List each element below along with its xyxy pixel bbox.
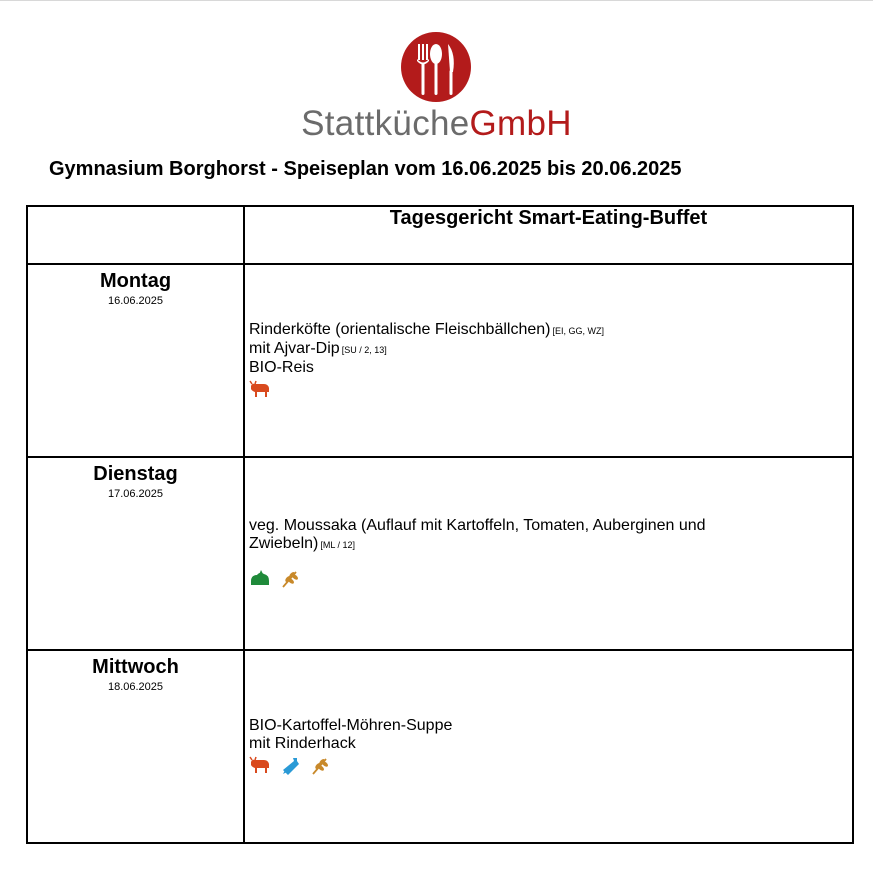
food-icons (249, 755, 846, 777)
day-name: Montag (99, 270, 172, 292)
column-header: Tagesgericht Smart-Eating-Buffet (244, 206, 853, 264)
grain-icon (309, 756, 331, 776)
dish-line: Rinderköfte (orientalische Fleischbällchen) (249, 320, 551, 338)
dish-line: mit Ajvar-Dip (249, 339, 340, 357)
logo-word-stattkueche: Stattküche (301, 104, 470, 143)
dish-description (249, 717, 846, 753)
menu-table (26, 205, 854, 844)
dish-cell (244, 264, 853, 457)
logo-word-gmbh: GmbH (469, 104, 572, 143)
dish-line: veg. Moussaka (Auflauf mit Kartoffeln, Tomaten, Auberginen und (249, 517, 706, 534)
dish-line: BIO-Reis (249, 358, 314, 376)
dish-description (249, 517, 846, 554)
allergen-codes: [ML / 12] (320, 540, 356, 550)
header-empty-cell (27, 206, 244, 264)
logo-wordmark (0, 104, 873, 144)
dish-description (249, 321, 846, 377)
dish-line: Zwiebeln) (249, 535, 319, 552)
day-cell (27, 457, 244, 650)
food-icons (249, 379, 846, 401)
beef-icon (249, 756, 271, 776)
dish-cell (244, 457, 853, 650)
grain-icon (279, 569, 301, 589)
day-date: 16.06.2025 (107, 295, 164, 307)
food-icons (249, 568, 846, 590)
day-date: 18.06.2025 (107, 681, 164, 693)
beef-icon (249, 380, 271, 400)
top-rule (0, 0, 873, 1)
vegetarian-icon (249, 569, 271, 589)
table-header-row (27, 206, 853, 264)
dish-line: mit Rinderhack (249, 734, 356, 752)
dish-line: BIO-Kartoffel-Möhren-Suppe (249, 716, 453, 734)
day-cell (27, 264, 244, 457)
day-name: Mittwoch (92, 656, 179, 678)
company-logo (0, 30, 873, 150)
table-row (27, 650, 853, 843)
cutlery-logo-icon (401, 32, 471, 102)
day-cell (27, 650, 244, 843)
allergen-codes: [EI, GG, WZ] (552, 325, 604, 336)
milk-icon (279, 756, 301, 776)
day-name: Dienstag (93, 463, 178, 485)
table-row (27, 264, 853, 457)
day-date: 17.06.2025 (107, 488, 164, 500)
dish-cell (244, 650, 853, 843)
page-title: Gymnasium Borghorst - Speiseplan vom 16.06.2025 bis 20.06.2025 (49, 158, 682, 180)
table-row (27, 457, 853, 650)
allergen-codes: [SU / 2, 13] (341, 344, 387, 355)
